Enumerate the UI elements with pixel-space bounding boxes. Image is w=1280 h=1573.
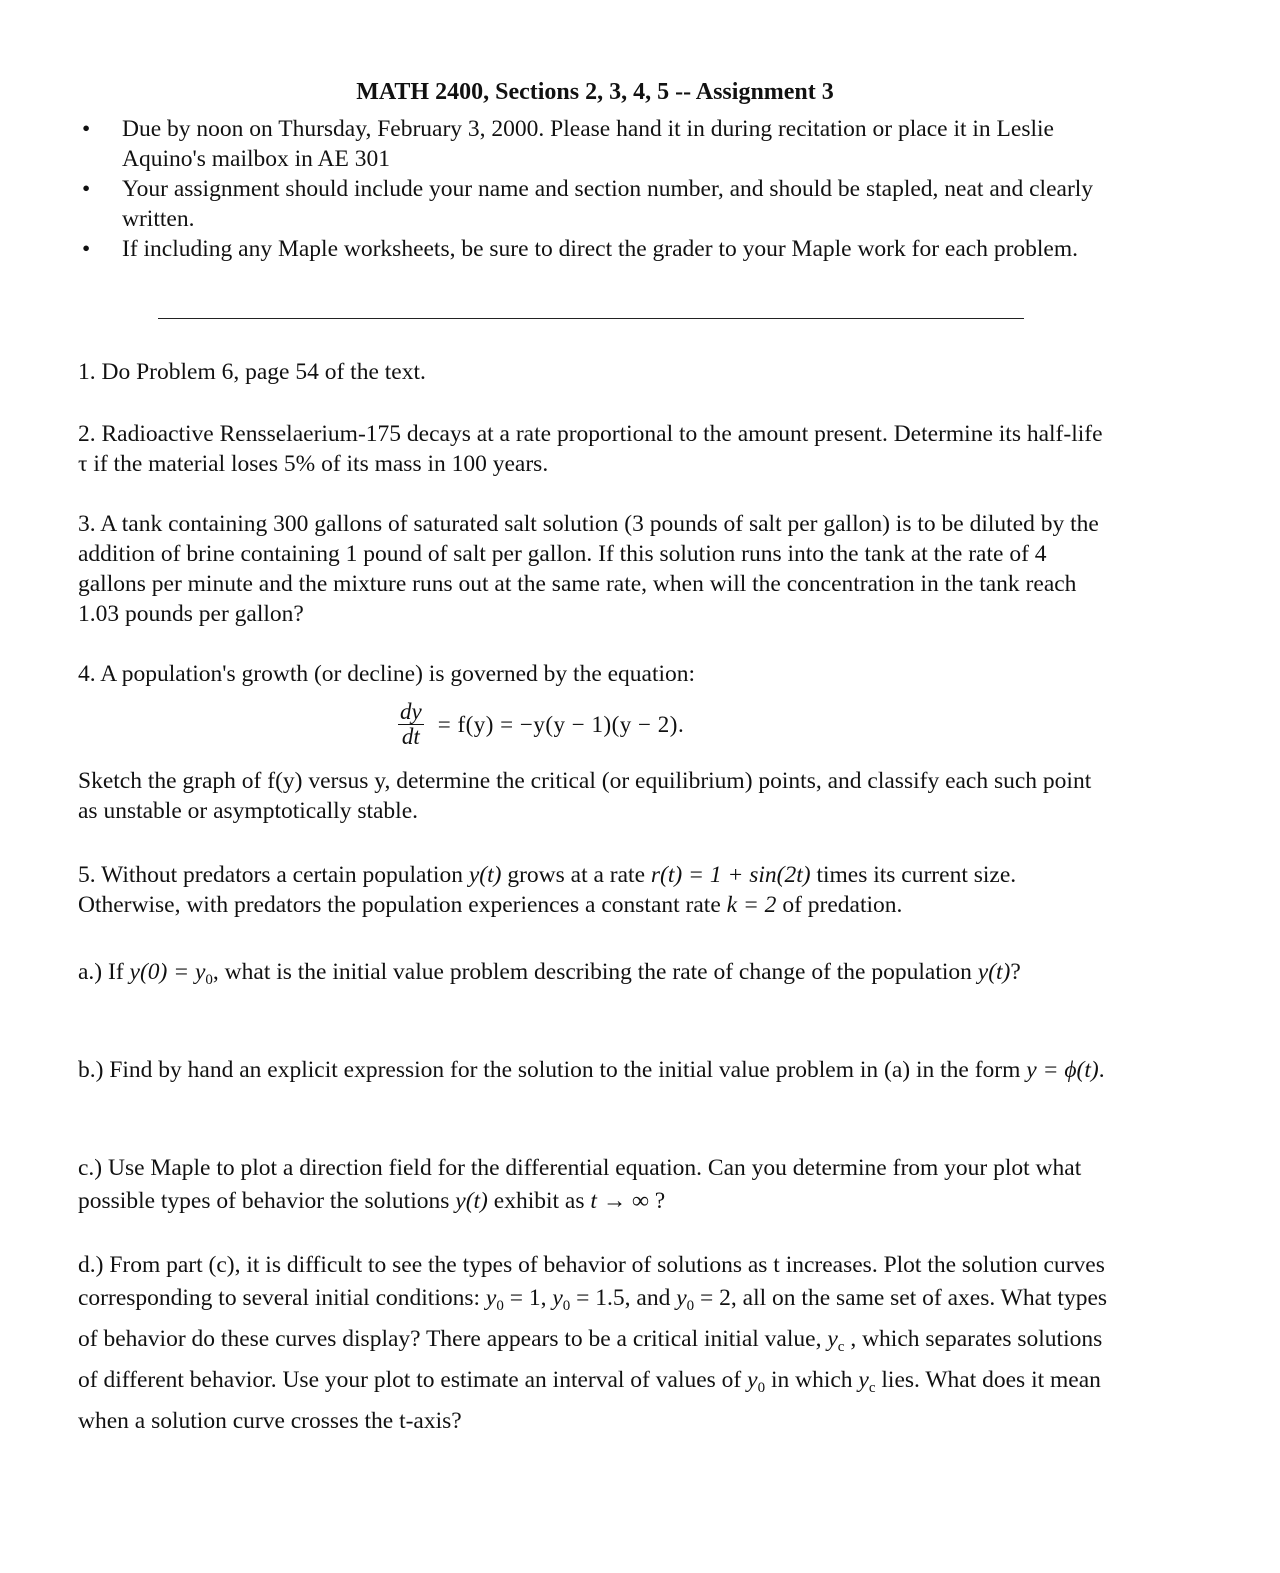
derivative-fraction [398,700,424,749]
text-run: lies. What does it mean when a solution curve crosses the t-axis? [78,1367,1101,1434]
text-run: c.) Use Maple to plot a direction field for the differential equation. Can you determine from your plot what possible types of behavior the solutions [78,1155,1082,1214]
instruction-text: If including any Maple worksheets, be sure to direct the grader to your Maple work for each problem. [122,236,1079,262]
text-run: d.) From part (c), it is difficult to see the types of behavior of solutions as t increases. Plot the solution curves corresponding to several initial conditions: [78,1252,1105,1311]
text-run: times its current size. Otherwise, with predators the population experiences a constant rate [78,862,1017,918]
text-run: , which separates solutions of different behavior. Use your plot to estimate an interval of values of [78,1326,1103,1393]
math-term: y [858,1367,869,1393]
instruction-item [82,234,1102,264]
problem-5b [78,1054,1108,1087]
text-run: = 2, all on the same set of axes. What types of behavior do these curves display? There appears to be a critical initial value, [78,1285,1108,1352]
math-term: y(t) [468,862,502,888]
math-term: y(0) = y [129,959,206,985]
text-run: b.) Find by hand an explicit expression for the solution to the initial value problem in (a) in the form [78,1057,1027,1083]
divider [158,318,1024,319]
text-run: exhibit as [487,1188,591,1214]
problem-5d [78,1249,1108,1438]
math-term: k = 2 [726,892,777,918]
math-term: t → ∞ [590,1188,649,1214]
equation-rhs: = f(y) = −y(y − 1)(y − 2). [437,711,685,737]
bullet-icon: • [82,116,91,142]
instructions-list [82,114,1102,264]
text-run: grows at a rate [501,862,651,888]
fraction-numerator: dy [400,699,422,724]
instruction-item [82,174,1102,234]
text-run: 5. Without predators a certain population [78,862,469,888]
math-term: y [676,1285,687,1311]
text-run: a.) If [78,959,130,985]
text-run: . [1098,1057,1105,1083]
instruction-text: Due by noon on Thursday, February 3, 2000. Please hand it in during recitation or place it in Leslie Aquino's mailbox in AE 301 [122,116,1054,172]
fraction-denominator: dt [401,724,420,749]
problem-3: 3. A tank containing 300 gallons of saturated salt solution (3 pounds of salt per gallon) is to be diluted by the addition of brine containing 1 pound of salt per gallon. If this solution runs into the tank at the rate of 4 gallons per minute and the mixture runs out at the same rate, when will the concentration in the tank reach 1.03 pounds per gallon? [78,511,1099,627]
math-term: y [552,1285,563,1311]
problem-4-equation [398,700,684,749]
problem-5 [78,860,1108,920]
bullet-icon: • [82,236,91,262]
page-title: MATH 2400, Sections 2, 3, 4, 5 -- Assignment 3 [356,79,834,105]
math-term: y [827,1326,838,1352]
subscript: 0 [686,1298,695,1314]
math-term: y = ϕ(t) [1026,1057,1099,1083]
text-run: = 1, [503,1285,553,1311]
text-run: ? [1010,959,1021,985]
problem-1: 1. Do Problem 6, page 54 of the text. [78,359,426,385]
instruction-text: Your assignment should include your name and section number, and should be stapled, neat and clearly written. [122,176,1094,232]
text-run: = 1.5, and [570,1285,677,1311]
problem-2: 2. Radioactive Rensselaerium-175 decays at a rate proportional to the amount present. Determine its half-life τ if the material loses 5% of its mass in 100 years. [78,421,1103,477]
text-run: of predation. [776,892,903,918]
subscript: 0 [562,1298,571,1314]
math-term: y(t) [455,1188,488,1214]
problem-5a [78,955,1108,997]
problem-4-intro: 4. A population's growth (or decline) is governed by the equation: [78,661,696,687]
instruction-item [82,114,1102,174]
subscript: 0 [205,972,213,988]
text-run: ? [648,1188,666,1214]
problem-5c [78,1152,1108,1218]
subscript: c [837,1339,845,1355]
math-term: y [485,1285,497,1311]
bullet-icon: • [82,176,91,202]
problem-4-body: Sketch the graph of f(y) versus y, determine the critical (or equilibrium) points, and classify each such point as unstable or asymptotically stable. [78,768,1092,824]
text-run: in which [765,1367,859,1393]
math-term: r(t) = 1 + sin(2t) [650,862,811,888]
subscript: 0 [496,1298,504,1314]
text-run: , what is the initial value problem describing the rate of change of the population [212,959,978,985]
math-term: y(t) [977,959,1011,985]
subscript: c [868,1380,876,1396]
subscript: 0 [757,1380,766,1396]
math-term: y [747,1367,758,1393]
